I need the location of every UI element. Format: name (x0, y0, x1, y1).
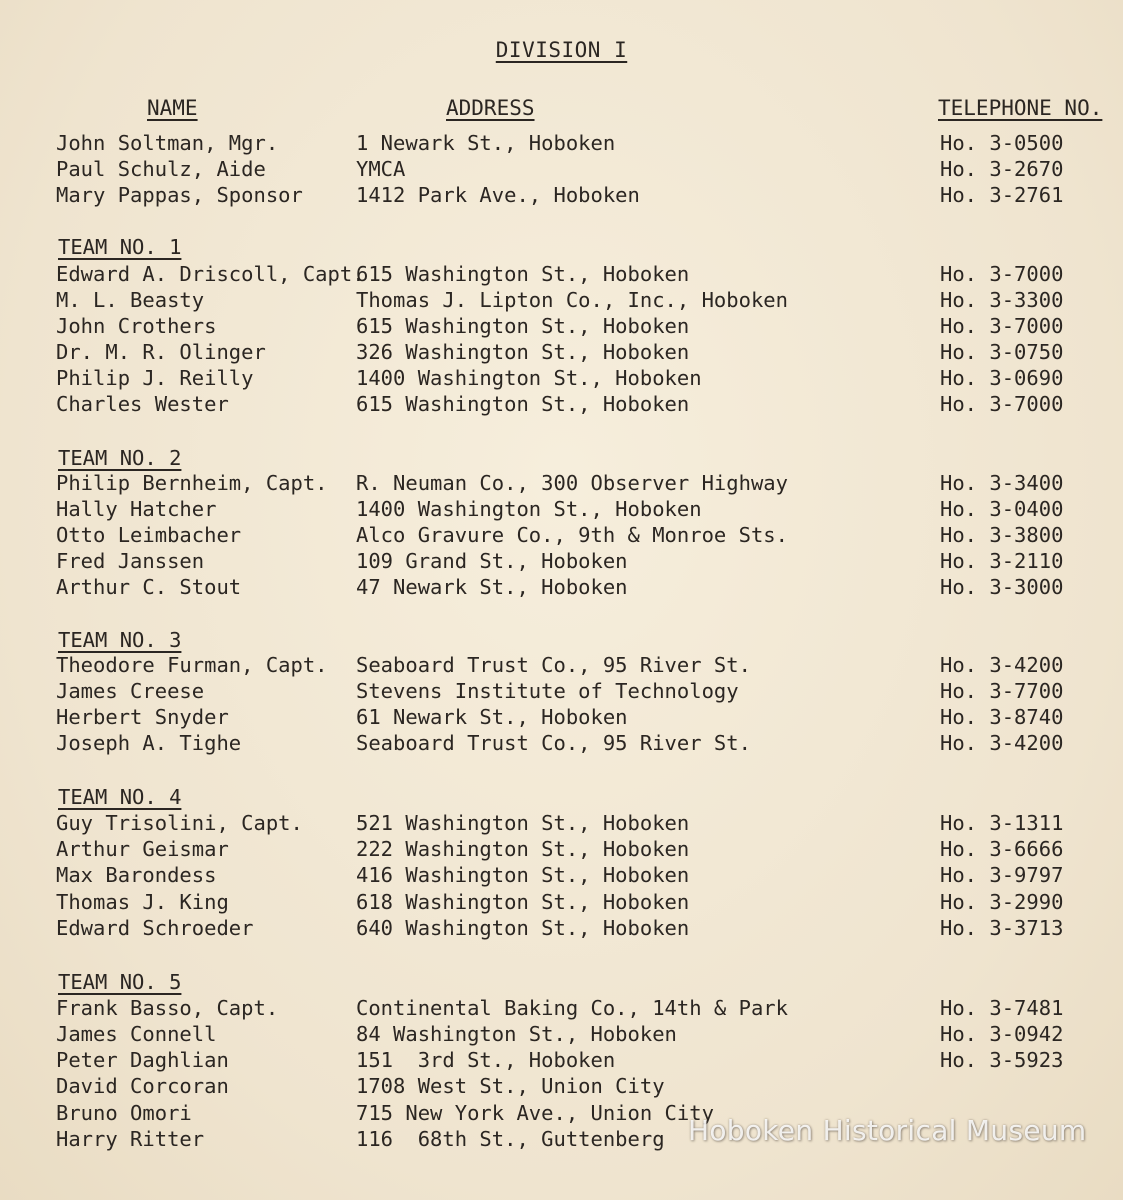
member-name: Edward Schroeder (56, 916, 254, 940)
team-member-row (0, 523, 1123, 549)
member-name: Paul Schulz, Aide (56, 157, 266, 181)
member-telephone: Ho. 3-7700 (940, 679, 1064, 703)
member-name: Guy Trisolini, Capt. (56, 811, 303, 835)
member-address: R. Neuman Co., 300 Observer Highway (356, 471, 788, 495)
member-address: 416 Washington St., Hoboken (356, 863, 690, 887)
team-member-row (0, 549, 1123, 575)
member-telephone: Ho. 3-0942 (940, 1022, 1064, 1046)
member-address: Seaboard Trust Co., 95 River St. (356, 731, 751, 755)
member-name: Arthur Geismar (56, 837, 229, 861)
member-telephone: Ho. 3-0690 (940, 366, 1064, 390)
member-address: 222 Washington St., Hoboken (356, 837, 690, 861)
member-name: Frank Basso, Capt. (56, 996, 279, 1020)
officer-row (0, 131, 1123, 157)
member-address: 615 Washington St., Hoboken (356, 314, 690, 338)
team-heading: TEAM NO. 5 (58, 970, 182, 994)
member-name: John Soltman, Mgr. (56, 131, 279, 155)
member-address: 1412 Park Ave., Hoboken (356, 183, 640, 207)
team-heading: TEAM NO. 2 (58, 446, 182, 470)
team-member-row (0, 863, 1123, 889)
member-name: David Corcoran (56, 1074, 229, 1098)
member-telephone: Ho. 3-4200 (940, 653, 1064, 677)
member-name: Fred Janssen (56, 549, 205, 573)
museum-watermark: Hoboken Historical Museum (688, 1114, 1087, 1147)
team-member-row (0, 1048, 1123, 1074)
team-member-row (0, 837, 1123, 863)
member-address: 47 Newark St., Hoboken (356, 575, 628, 599)
member-name: Hally Hatcher (56, 497, 217, 521)
team-member-row (0, 653, 1123, 679)
member-name: James Connell (56, 1022, 217, 1046)
team-member-row (0, 679, 1123, 705)
telephone-column-header: TELEPHONE NO. (938, 96, 1103, 120)
member-telephone: Ho. 3-3400 (940, 471, 1064, 495)
member-address: YMCA (356, 157, 406, 181)
team-member-row (0, 575, 1123, 601)
member-name: Dr. M. R. Olinger (56, 340, 266, 364)
member-address: 715 New York Ave., Union City (356, 1101, 714, 1125)
address-column-header: ADDRESS (446, 96, 535, 120)
member-telephone: Ho. 3-3713 (940, 916, 1064, 940)
team-heading: TEAM NO. 1 (58, 235, 182, 259)
member-telephone: Ho. 3-7000 (940, 262, 1064, 286)
member-address: 61 Newark St., Hoboken (356, 705, 628, 729)
member-address: 116 68th St., Guttenberg (356, 1127, 665, 1151)
member-telephone: Ho. 3-2990 (940, 890, 1064, 914)
team-member-row (0, 1074, 1123, 1100)
member-name: Theodore Furman, Capt. (56, 653, 328, 677)
member-telephone: Ho. 3-7000 (940, 392, 1064, 416)
member-address: 326 Washington St., Hoboken (356, 340, 690, 364)
member-address: 151 3rd St., Hoboken (356, 1048, 616, 1072)
member-name: Mary Pappas, Sponsor (56, 183, 303, 207)
member-address: 109 Grand St., Hoboken (356, 549, 628, 573)
member-telephone: Ho. 3-0400 (940, 497, 1064, 521)
team-member-row (0, 366, 1123, 392)
member-name: Herbert Snyder (56, 705, 229, 729)
member-address: Continental Baking Co., 14th & Park (356, 996, 788, 1020)
team-member-row (0, 890, 1123, 916)
division-title-text: DIVISION I (495, 38, 628, 62)
member-address: 84 Washington St., Hoboken (356, 1022, 677, 1046)
team-member-row (0, 705, 1123, 731)
team-member-row (0, 497, 1123, 523)
team-member-row (0, 314, 1123, 340)
team-member-row (0, 731, 1123, 757)
member-name: John Crothers (56, 314, 217, 338)
member-address: Seaboard Trust Co., 95 River St. (356, 653, 751, 677)
member-name: Thomas J. King (56, 890, 229, 914)
team-member-row (0, 916, 1123, 942)
member-address: 521 Washington St., Hoboken (356, 811, 690, 835)
member-telephone: Ho. 3-4200 (940, 731, 1064, 755)
officer-row (0, 183, 1123, 209)
member-name: James Creese (56, 679, 205, 703)
member-telephone: Ho. 3-2110 (940, 549, 1064, 573)
member-name: Max Barondess (56, 863, 217, 887)
team-member-row (0, 340, 1123, 366)
member-name: Philip Bernheim, Capt. (56, 471, 328, 495)
member-telephone: Ho. 3-2670 (940, 157, 1064, 181)
member-name: Otto Leimbacher (56, 523, 242, 547)
member-name: Philip J. Reilly (56, 366, 254, 390)
member-address: 615 Washington St., Hoboken (356, 262, 690, 286)
member-telephone: Ho. 3-0500 (940, 131, 1064, 155)
team-member-row (0, 262, 1123, 288)
team-member-row (0, 392, 1123, 418)
member-name: Edward A. Driscoll, Capt. (56, 262, 365, 286)
member-address: Thomas J. Lipton Co., Inc., Hoboken (356, 288, 788, 312)
member-address: 1400 Washington St., Hoboken (356, 497, 702, 521)
team-member-row (0, 811, 1123, 837)
officer-row (0, 157, 1123, 183)
member-name: M. L. Beasty (56, 288, 205, 312)
member-name: Joseph A. Tighe (56, 731, 242, 755)
member-name: Peter Daghlian (56, 1048, 229, 1072)
member-telephone: Ho. 3-7481 (940, 996, 1064, 1020)
member-telephone: Ho. 3-3800 (940, 523, 1064, 547)
team-heading: TEAM NO. 4 (58, 785, 182, 809)
member-telephone: Ho. 3-1311 (940, 811, 1064, 835)
member-address: 618 Washington St., Hoboken (356, 890, 690, 914)
member-telephone: Ho. 3-7000 (940, 314, 1064, 338)
team-heading: TEAM NO. 3 (58, 628, 182, 652)
member-name: Arthur C. Stout (56, 575, 242, 599)
member-address: Stevens Institute of Technology (356, 679, 739, 703)
team-member-row (0, 288, 1123, 314)
member-address: 1 Newark St., Hoboken (356, 131, 616, 155)
member-telephone: Ho. 3-6666 (940, 837, 1064, 861)
team-member-row (0, 1022, 1123, 1048)
team-member-row (0, 996, 1123, 1022)
member-address: Alco Gravure Co., 9th & Monroe Sts. (356, 523, 788, 547)
division-title (0, 38, 1123, 62)
name-column-header: NAME (147, 96, 198, 120)
member-telephone: Ho. 3-3300 (940, 288, 1064, 312)
member-telephone: Ho. 3-0750 (940, 340, 1064, 364)
member-address: 640 Washington St., Hoboken (356, 916, 690, 940)
member-address: 615 Washington St., Hoboken (356, 392, 690, 416)
member-name: Harry Ritter (56, 1127, 205, 1151)
member-name: Bruno Omori (56, 1101, 192, 1125)
member-telephone: Ho. 3-8740 (940, 705, 1064, 729)
member-telephone: Ho. 3-9797 (940, 863, 1064, 887)
member-telephone: Ho. 3-5923 (940, 1048, 1064, 1072)
member-address: 1400 Washington St., Hoboken (356, 366, 702, 390)
member-telephone: Ho. 3-3000 (940, 575, 1064, 599)
member-telephone: Ho. 3-2761 (940, 183, 1064, 207)
member-address: 1708 West St., Union City (356, 1074, 665, 1098)
member-name: Charles Wester (56, 392, 229, 416)
team-member-row (0, 471, 1123, 497)
